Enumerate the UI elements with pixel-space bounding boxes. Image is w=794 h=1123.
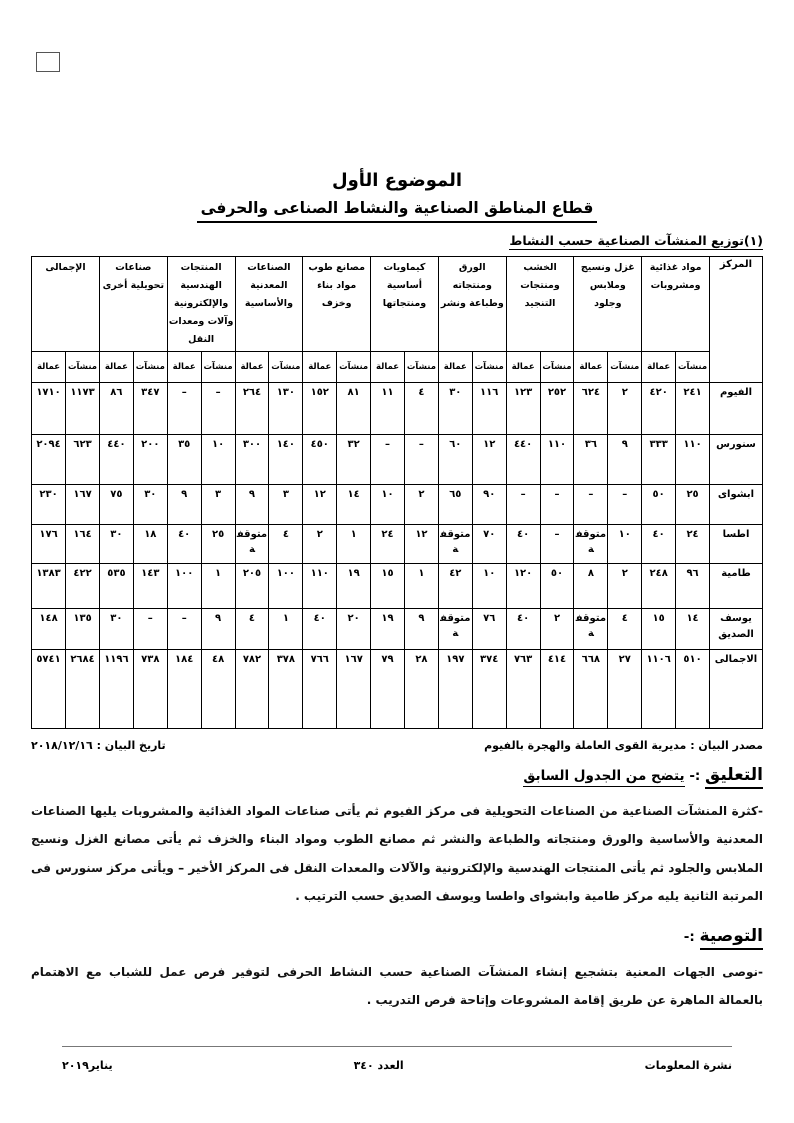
table-cell: ٢٣٠ — [32, 485, 66, 525]
table-cell: – — [540, 525, 574, 564]
data-date-label: تاريخ البيان : ٢٠١٨/١٢/١٦ — [31, 739, 166, 753]
subheader-cell: منشآت — [540, 352, 574, 383]
table-cell: ٢٤٨ — [642, 564, 676, 609]
table-cell: ٢٥٢ — [540, 383, 574, 435]
table-cell: ١٧١٠ — [32, 383, 66, 435]
table-cell: متوقفة — [574, 609, 608, 650]
table-cell: ٩٠ — [472, 485, 506, 525]
table-cell: ٧٦٦ — [303, 650, 337, 729]
table-row — [32, 525, 763, 564]
table-cell: ٤ — [404, 383, 438, 435]
table-cell: ٤٤٠ — [506, 435, 540, 485]
footer-issue-number: العدد ٣٤٠ — [353, 1059, 404, 1072]
table-cell: ١٥ — [642, 609, 676, 650]
table-cell: – — [133, 609, 167, 650]
comment-body: -كثرة المنشآت الصناعية من الصناعات التحويلية فى مركز الفيوم ثم يأتى صناعات المواد الغذائية والمشروبات يليها الصناعات المعدنية والأساسية والورق ومنتجاته والطباعة والنشر ثم مصانع الطوب ومواد البناء والخزف ثم يأتى مصانع الغزل ونسيج الملابس والجلود ثم يأتى المنتجات الهندسية والإلكترونية والآلات والمعدات النقل فى المركز الأخير – ويأتى مركز سنورس فى المرتبة الثانية يليه مركز طامية وابشواى واطسا ويوسف الصديق حسب الترتيب . — [31, 804, 763, 903]
table-cell: ٤٠ — [642, 525, 676, 564]
table-cell: ٦٥ — [438, 485, 472, 525]
table-cell: ٧٩ — [371, 650, 405, 729]
subheader-cell: عمالة — [371, 352, 405, 383]
table-cell: ٢٠٥ — [235, 564, 269, 609]
comment-heading — [31, 765, 763, 785]
subheader-cell: عمالة — [167, 352, 201, 383]
table-cell: ٢ — [608, 383, 642, 435]
table-row — [32, 609, 763, 650]
table-cell: ٣٥ — [167, 435, 201, 485]
subheader-cell: عمالة — [574, 352, 608, 383]
subheader-cell: منشآت — [133, 352, 167, 383]
table-cell: ٣٠ — [99, 525, 133, 564]
table-cell: ٢٠٩٤ — [32, 435, 66, 485]
subheader-cell: عمالة — [99, 352, 133, 383]
table-cell: ٧٨٢ — [235, 650, 269, 729]
table-cell: ١٤ — [337, 485, 371, 525]
center-name-cell: طامية — [710, 564, 763, 609]
subheader-cell: منشآت — [676, 352, 710, 383]
comment-lead: يتضح من الجدول السابق — [523, 768, 684, 787]
subheader-cell: عمالة — [438, 352, 472, 383]
table-cell: ٣٦ — [574, 435, 608, 485]
table-cell: ١٥ — [371, 564, 405, 609]
table-row — [32, 485, 763, 525]
header-category-bricks: مصانع طوب مواد بناء وخزف — [303, 257, 371, 352]
table-cell: ٨٦ — [99, 383, 133, 435]
table-cell: ٣٧٨ — [269, 650, 303, 729]
table-cell: ١٦٤ — [66, 525, 100, 564]
table-cell: ٧٠ — [472, 525, 506, 564]
table-row — [32, 383, 763, 435]
table-cell: ٣٠٠ — [235, 435, 269, 485]
table-cell: ١٠ — [472, 564, 506, 609]
header-category-chemicals: كيماويات أساسية ومنتجاتها — [371, 257, 439, 352]
subheader-cell: منشآت — [269, 352, 303, 383]
table-cell: ١١٠ — [676, 435, 710, 485]
table-cell: ٣٤٧ — [133, 383, 167, 435]
table-cell: ٧٥ — [99, 485, 133, 525]
recommendation-body: -نوصى الجهات المعنية بتشجيع إنشاء المنشآت الصناعية حسب النشاط الحرفى لتوفير فرص عمل للشباب مع الاهتمام بالعمالة الماهرة عن طريق إقامة المشروعات وإتاحة فرص التدريب . — [31, 964, 763, 1008]
data-source-label: مصدر البيان : مديرية القوى العاملة والهجرة بالفيوم — [484, 739, 763, 753]
table-cell: – — [506, 485, 540, 525]
table-cell: ٦٢٤ — [574, 383, 608, 435]
table-cell: ٢ — [540, 609, 574, 650]
table-cell: – — [608, 485, 642, 525]
table-cell: ٤ — [269, 525, 303, 564]
table-cell: – — [574, 485, 608, 525]
table-cell: ١٣٥ — [66, 609, 100, 650]
center-name-cell: ابشواى — [710, 485, 763, 525]
table-cell: متوقفة — [438, 525, 472, 564]
comment-title: التعليق — [705, 765, 763, 789]
table-cell: ١٨٤ — [167, 650, 201, 729]
table-cell: ١١٦ — [472, 383, 506, 435]
recommendation-separator: :- — [683, 928, 695, 945]
table-cell: ١٥٢ — [303, 383, 337, 435]
table-cell: ٦٢٣ — [66, 435, 100, 485]
header-center-col: المركز — [710, 257, 763, 383]
table-cell: ٧٣٨ — [133, 650, 167, 729]
table-cell: ١ — [337, 525, 371, 564]
table-cell: ١١٠٦ — [642, 650, 676, 729]
table-cell: ٤٠ — [303, 609, 337, 650]
table-cell: ٣ — [269, 485, 303, 525]
table-cell: – — [201, 383, 235, 435]
table-cell: – — [404, 435, 438, 485]
table-cell: – — [371, 435, 405, 485]
page-title: الموضوع الأول — [331, 170, 463, 191]
subheader-cell: عمالة — [303, 352, 337, 383]
table-cell: ٥٠ — [540, 564, 574, 609]
table-cell: ٥٣٥ — [99, 564, 133, 609]
table-cell: ١٤٣ — [133, 564, 167, 609]
table-cell: ٢٤ — [371, 525, 405, 564]
header-category-wood: الخشب ومنتجات التنجيد — [506, 257, 574, 352]
table-cell: ٣٠ — [99, 609, 133, 650]
table-cell: ١٣٠ — [269, 383, 303, 435]
subheader-cell: عمالة — [235, 352, 269, 383]
table-cell: ١٠ — [371, 485, 405, 525]
table-cell: ١٢٣ — [506, 383, 540, 435]
table-cell: ٤ — [608, 609, 642, 650]
table-cell: ١١ — [371, 383, 405, 435]
table-cell: ٨١ — [337, 383, 371, 435]
table-row — [32, 435, 763, 485]
table-cell: ٤٠ — [167, 525, 201, 564]
table-cell: ٩ — [235, 485, 269, 525]
subheader-row — [32, 352, 763, 383]
table-cell: ١ — [201, 564, 235, 609]
table-cell: ٣ — [201, 485, 235, 525]
table-cell: ٤ — [235, 609, 269, 650]
table-cell: ٥١٠ — [676, 650, 710, 729]
table-cell: ١٤ — [676, 609, 710, 650]
table-cell: ٤٠ — [506, 609, 540, 650]
header-category-food: مواد غذائية ومشروبات — [642, 257, 710, 352]
table-cell: ٤٢٢ — [66, 564, 100, 609]
table-caption: (١)توزيع المنشآت الصناعية حسب النشاط — [509, 233, 763, 248]
table-cell: – — [167, 383, 201, 435]
table-cell: ١٤٨ — [32, 609, 66, 650]
header-category-metal: الصناعات المعدنية والأساسية — [235, 257, 303, 352]
table-cell: ٤٢ — [438, 564, 472, 609]
table-cell: ٩ — [404, 609, 438, 650]
table-cell: ١٧٦ — [32, 525, 66, 564]
table-cell: متوقفة — [438, 609, 472, 650]
table-cell: ١٠ — [608, 525, 642, 564]
table-cell: ٢٠٠ — [133, 435, 167, 485]
header-category-paper: الورق ومنتجاته وطباعة ونشر — [438, 257, 506, 352]
table-row — [32, 564, 763, 609]
table-cell: ٤٠ — [506, 525, 540, 564]
table-cell: ٢٥ — [676, 485, 710, 525]
table-cell: ٩ — [608, 435, 642, 485]
table-cell: ٤٥٠ — [303, 435, 337, 485]
table-body — [32, 383, 763, 729]
center-name-cell: سنورس — [710, 435, 763, 485]
table-cell: ٣٠ — [133, 485, 167, 525]
table-cell: ١٢ — [303, 485, 337, 525]
subheader-cell: منشآت — [608, 352, 642, 383]
table-cell: ٣٢ — [337, 435, 371, 485]
table-cell: ٤٢٠ — [642, 383, 676, 435]
subheader-cell: منشآت — [337, 352, 371, 383]
table-cell: ١ — [269, 609, 303, 650]
page-subtitle: قطاع المناطق الصناعية والنشاط الصناعى والحرفى — [197, 199, 598, 223]
table-cell: ١٨ — [133, 525, 167, 564]
header-category-other: صناعات تحويلية أخرى — [99, 257, 167, 352]
table-cell: ٢٥ — [201, 525, 235, 564]
table-cell: ٢ — [608, 564, 642, 609]
table-cell: ١١٠ — [303, 564, 337, 609]
table-cell: ٢ — [303, 525, 337, 564]
table-cell: ٤٤٠ — [99, 435, 133, 485]
table-cell: ١١٩٦ — [99, 650, 133, 729]
table-cell: ١٤٠ — [269, 435, 303, 485]
table-cell: ٩ — [167, 485, 201, 525]
source-row — [31, 739, 763, 752]
table-cell: ١٠ — [201, 435, 235, 485]
center-name-cell: اطسا — [710, 525, 763, 564]
header-corner-box — [36, 52, 60, 72]
center-name-cell: الاجمالى — [710, 650, 763, 729]
table-cell: ٢٠ — [337, 609, 371, 650]
table-cell: متوقفة — [235, 525, 269, 564]
table-cell: ٤٨ — [201, 650, 235, 729]
subheader-cell: منشآت — [404, 352, 438, 383]
table-cell: ٢٤ — [676, 525, 710, 564]
subheader-cell: عمالة — [32, 352, 66, 383]
table-cell: ١٠٠ — [167, 564, 201, 609]
header-category-engineering: المنتجات الهندسية والإلكترونية وآلات ومعدات النقل — [167, 257, 235, 352]
table-cell: ١٩ — [371, 609, 405, 650]
table-cell: – — [167, 609, 201, 650]
recommendation-title: التوصية — [700, 926, 763, 950]
subheader-cell: عمالة — [506, 352, 540, 383]
recommendation-heading — [31, 926, 763, 946]
table-cell: متوقفة — [574, 525, 608, 564]
table-cell: ٩٦ — [676, 564, 710, 609]
subheader-cell: عمالة — [642, 352, 676, 383]
table-cell: ٥٧٤١ — [32, 650, 66, 729]
table-cell: ٦٠ — [438, 435, 472, 485]
table-cell: – — [540, 485, 574, 525]
table-cell: ١١٠ — [540, 435, 574, 485]
table-cell: ٣٣٣ — [642, 435, 676, 485]
subheader-cell: منشآت — [472, 352, 506, 383]
table-cell: ٢٧ — [608, 650, 642, 729]
subheader-cell: منشآت — [66, 352, 100, 383]
center-name-cell: الفيوم — [710, 383, 763, 435]
table-cell: ٤١٤ — [540, 650, 574, 729]
page-footer — [62, 1046, 732, 1072]
table-cell: ٣٧٤ — [472, 650, 506, 729]
table-cell: ٨ — [574, 564, 608, 609]
table-cell: ١ — [404, 564, 438, 609]
footer-issue-date: يناير٢٠١٩ — [62, 1059, 113, 1072]
table-row — [32, 650, 763, 729]
header-category-textiles: غزل ونسيج وملابس وجلود — [574, 257, 642, 352]
table-cell: ١٠٠ — [269, 564, 303, 609]
footer-bulletin-name: نشرة المعلومات — [644, 1059, 732, 1072]
table-cell: ٢٦٤ — [235, 383, 269, 435]
table-cell: ١٢ — [404, 525, 438, 564]
table-cell: ١١٧٣ — [66, 383, 100, 435]
table-cell: ٥٠ — [642, 485, 676, 525]
subheader-cell: منشآت — [201, 352, 235, 383]
table-cell: ١٩٧ — [438, 650, 472, 729]
table-cell: ٢ — [404, 485, 438, 525]
table-cell: ٩ — [201, 609, 235, 650]
center-name-cell: يوسف الصديق — [710, 609, 763, 650]
table-cell: ٧٦ — [472, 609, 506, 650]
table-cell: ١٢٠ — [506, 564, 540, 609]
table-cell: ١٢ — [472, 435, 506, 485]
comment-separator: :- — [689, 768, 701, 785]
table-cell: ١٦٧ — [66, 485, 100, 525]
table-cell: ٣٠ — [438, 383, 472, 435]
table-cell: ١٣٨٣ — [32, 564, 66, 609]
category-header-row — [32, 257, 763, 352]
table-cell: ٢٤١ — [676, 383, 710, 435]
table-cell: ٦٦٨ — [574, 650, 608, 729]
establishments-table — [31, 256, 763, 729]
table-cell: ١٩ — [337, 564, 371, 609]
table-cell: ٢٨ — [404, 650, 438, 729]
table-cell: ١٦٧ — [337, 650, 371, 729]
table-cell: ٧٦٣ — [506, 650, 540, 729]
table-cell: ٢٦٨٤ — [66, 650, 100, 729]
header-category-total: الإجمالى — [32, 257, 100, 352]
